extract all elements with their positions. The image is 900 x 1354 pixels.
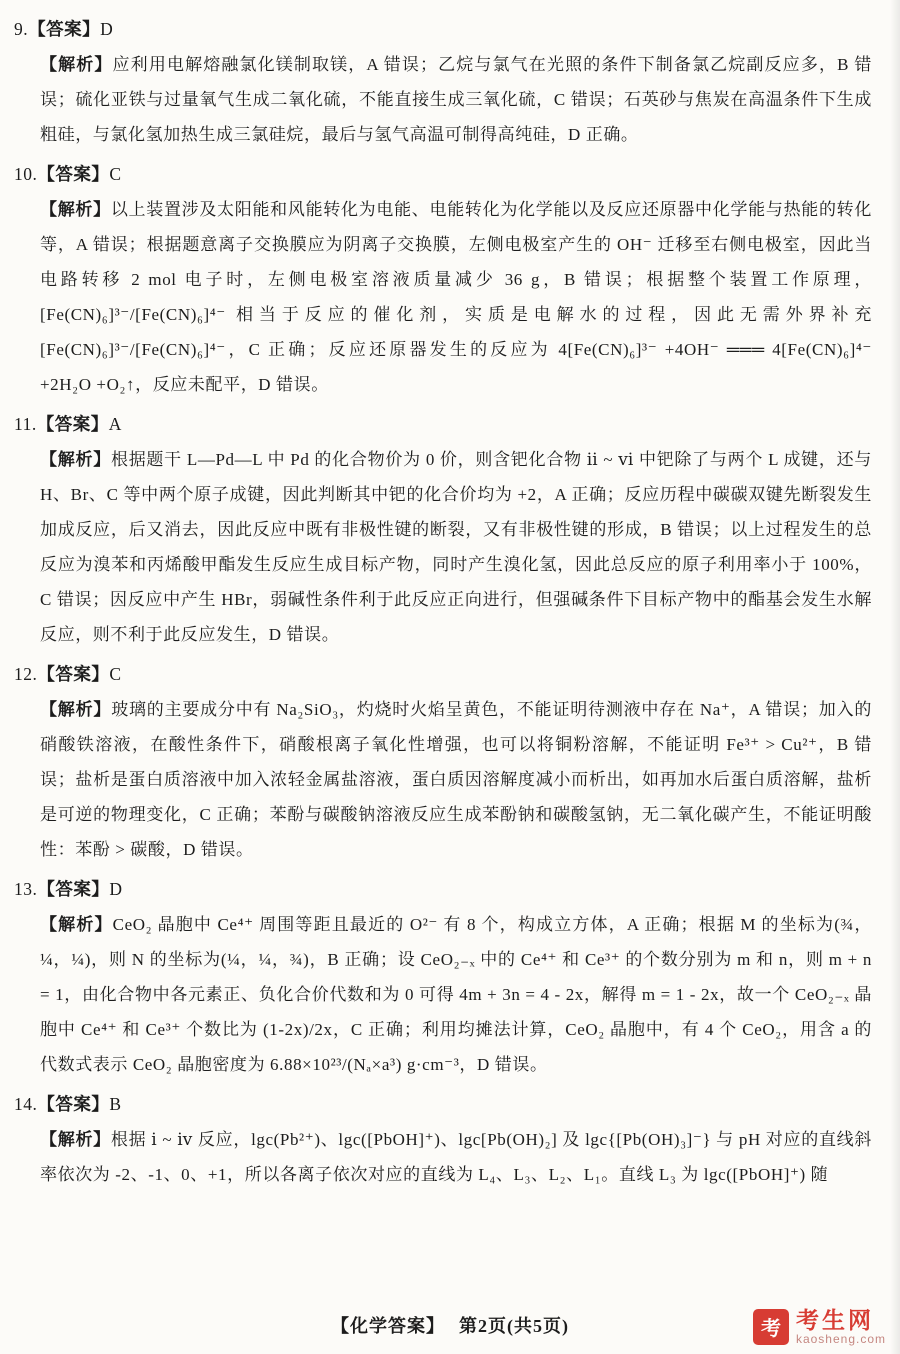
answer-letter: D — [109, 879, 123, 899]
footer-page-number: 第2页(共5页) — [459, 1316, 569, 1336]
analysis-paragraph — [40, 192, 872, 402]
analysis-text: 以上装置涉及太阳能和风能转化为电能、电能转化为化学能以及反应还原器中化学能与热能的转化等，A 错误；根据题意离子交换膜应为阴离子交换膜，左侧电极室产生的 OH⁻ 迁移至右侧电极室，因此当电路转移 2 mol 电子时，左侧电极室溶液质量减少 36 g，B 错误；根据整个装置工作原理，[Fe(CN)₆]³⁻/[Fe(CN)₆]⁴⁻ 相当于反应的催化剂，实质是电解水的过程，因此无需外界补充 [Fe(CN)₆]³⁻/[Fe(CN)₆]⁴⁻，C 正确；反应还原器发生的反应为 4[Fe(CN)₆]³⁻ +4OH⁻ ═══ 4[Fe(CN)₆]⁴⁻ +2H₂O +O₂↑，反应未配平，D 错误。 — [40, 200, 872, 394]
answer-letter: D — [100, 19, 114, 39]
answer-letter: C — [109, 664, 122, 684]
analysis-paragraph — [40, 442, 872, 652]
analysis-text: 应利用电解熔融氯化镁制取镁，A 错误；乙烷与氯气在光照的条件下制备氯乙烷副反应多，B 错误；硫化亚铁与过量氧气生成二氧化硫，不能直接生成三氧化硫，C 错误；石英砂与焦炭在高温条件下生成粗硅，与氯化氢加热生成三氯硅烷，最后与氢气高温可制得高纯硅，D 正确。 — [40, 55, 873, 144]
answer-letter: C — [109, 164, 122, 184]
answer-block-10 — [0, 157, 900, 402]
answer-letter: B — [109, 1094, 122, 1114]
answer-label: 【答案】 — [37, 664, 110, 684]
question-number: 10. — [14, 164, 38, 184]
analysis-text: 玻璃的主要成分中有 Na₂SiO₃，灼烧时火焰呈黄色，不能证明待测液中存在 Na⁺，A 错误；加入的硝酸铁溶液，在酸性条件下，硝酸根离子氧化性增强，也可以将铜粉溶解，不能证明 Fe³⁺ > Cu²⁺，B 错误；盐析是蛋白质溶液中加入浓轻金属盐溶液，蛋白质因溶解度减小而析出，如再加水后蛋白质溶解，盐析是可逆的物理变化，C 正确；苯酚与碳酸钠溶液反应生成苯酚钠和碳酸氢钠，无二氧化碳产生，不能证明酸性：苯酚 > 碳酸，D 错误。 — [40, 700, 872, 859]
answer-block-12 — [0, 657, 900, 867]
analysis-text: 根据 ⅰ ~ ⅳ 反应，lgc(Pb²⁺)、lgc([PbOH]⁺)、lgc[Pb(OH)₂] 及 lgc{[Pb(OH)₃]⁻} 与 pH 对应的直线斜率依次为 -2、-1、0、+1，所以各离子依次对应的直线为 L₄、L₃、L₂、L₁。直线 L₃ 为 lgc([PbOH]⁺) 随 — [40, 1130, 873, 1184]
answer-label: 【答案】 — [28, 19, 101, 39]
kaosheng-logo-icon: 考 — [753, 1309, 789, 1345]
watermark-site-name: 考生网 — [795, 1306, 874, 1333]
footer-subject-title: 【化学答案】 — [331, 1316, 445, 1336]
answer-block-14 — [0, 1087, 900, 1192]
analysis-paragraph — [40, 692, 872, 867]
kaosheng-watermark — [753, 1308, 886, 1346]
question-number: 13. — [14, 879, 38, 899]
question-number: 14. — [14, 1094, 38, 1114]
analysis-label: 【解析】 — [40, 200, 111, 219]
watermark-site-url: kaosheng.com — [795, 1331, 886, 1346]
answer-letter: A — [108, 414, 122, 434]
analysis-label: 【解析】 — [40, 450, 111, 469]
analysis-text: 根据题干 L—Pd—L 中 Pd 的化合物价为 0 价，则含钯化合物 ⅱ ~ ⅵ 中钯除了与两个 L 成键，还与 H、Br、C 等中两个原子成键，因此判断其中钯的化合价均为 +2，A 正确；反应历程中碳碳双键先断裂发生加成反应，后又消去，因此反应中既有非极性键的断裂，又有非极性键的形成，B 错误；以上过程发生的总反应为溴苯和丙烯酸甲酯发生反应生成目标产物，同时产生溴化氢，因此总反应的原子利用率小于 100%，C 错误；因反应中产生 HBr，弱碱性条件利于此反应正向进行，但强碱条件下目标产物中的酯基会发生水解反应，则不利于此反应发生，D 错误。 — [40, 450, 872, 644]
answer-heading — [0, 157, 900, 192]
analysis-label: 【解析】 — [40, 915, 113, 934]
question-number: 9. — [14, 19, 29, 39]
answer-label: 【答案】 — [37, 1094, 110, 1114]
answer-heading — [0, 1087, 900, 1122]
question-number: 11. — [14, 414, 37, 434]
answer-block-13 — [0, 872, 900, 1082]
answer-heading — [0, 657, 900, 692]
analysis-label: 【解析】 — [40, 700, 112, 719]
analysis-paragraph — [40, 1122, 872, 1192]
analysis-label: 【解析】 — [40, 55, 113, 74]
analysis-paragraph — [40, 907, 872, 1082]
watermark-text — [796, 1308, 886, 1346]
answer-label: 【答案】 — [37, 164, 110, 184]
answer-block-11 — [0, 407, 900, 652]
analysis-paragraph — [40, 47, 872, 152]
answer-heading — [0, 12, 900, 47]
answer-heading — [0, 407, 900, 442]
question-number: 12. — [14, 664, 38, 684]
answer-block-9 — [0, 12, 900, 152]
answer-label: 【答案】 — [36, 414, 109, 434]
analysis-text: CeO₂ 晶胞中 Ce⁴⁺ 周围等距且最近的 O²⁻ 有 8 个，构成立方体，A 正确；根据 M 的坐标为(¾，¼，¼)，则 N 的坐标为(¼，¼，¾)，B 正确；设 CeO₂₋ₓ 中的 Ce⁴⁺ 和 Ce³⁺ 的个数分别为 m 和 n，则 m + n = 1，由化合物中各元素正、负化合价代数和为 0 可得 4m + 3n = 4 - 2x，解得 m = 1 - 2x，故一个 CeO₂₋ₓ 晶胞中 Ce⁴⁺ 和 Ce³⁺ 个数比为 (1-2x)/2x，C 正确；利用均摊法计算，CeO₂ 晶胞中，有 4 个 CeO₂，用含 a 的代数式表示 CeO₂ 晶胞密度为 6.88×10²³/(Nₐ×a³) g·cm⁻³，D 错误。 — [40, 915, 872, 1074]
answer-heading — [0, 872, 900, 907]
answer-label: 【答案】 — [37, 879, 110, 899]
analysis-label: 【解析】 — [40, 1130, 111, 1149]
